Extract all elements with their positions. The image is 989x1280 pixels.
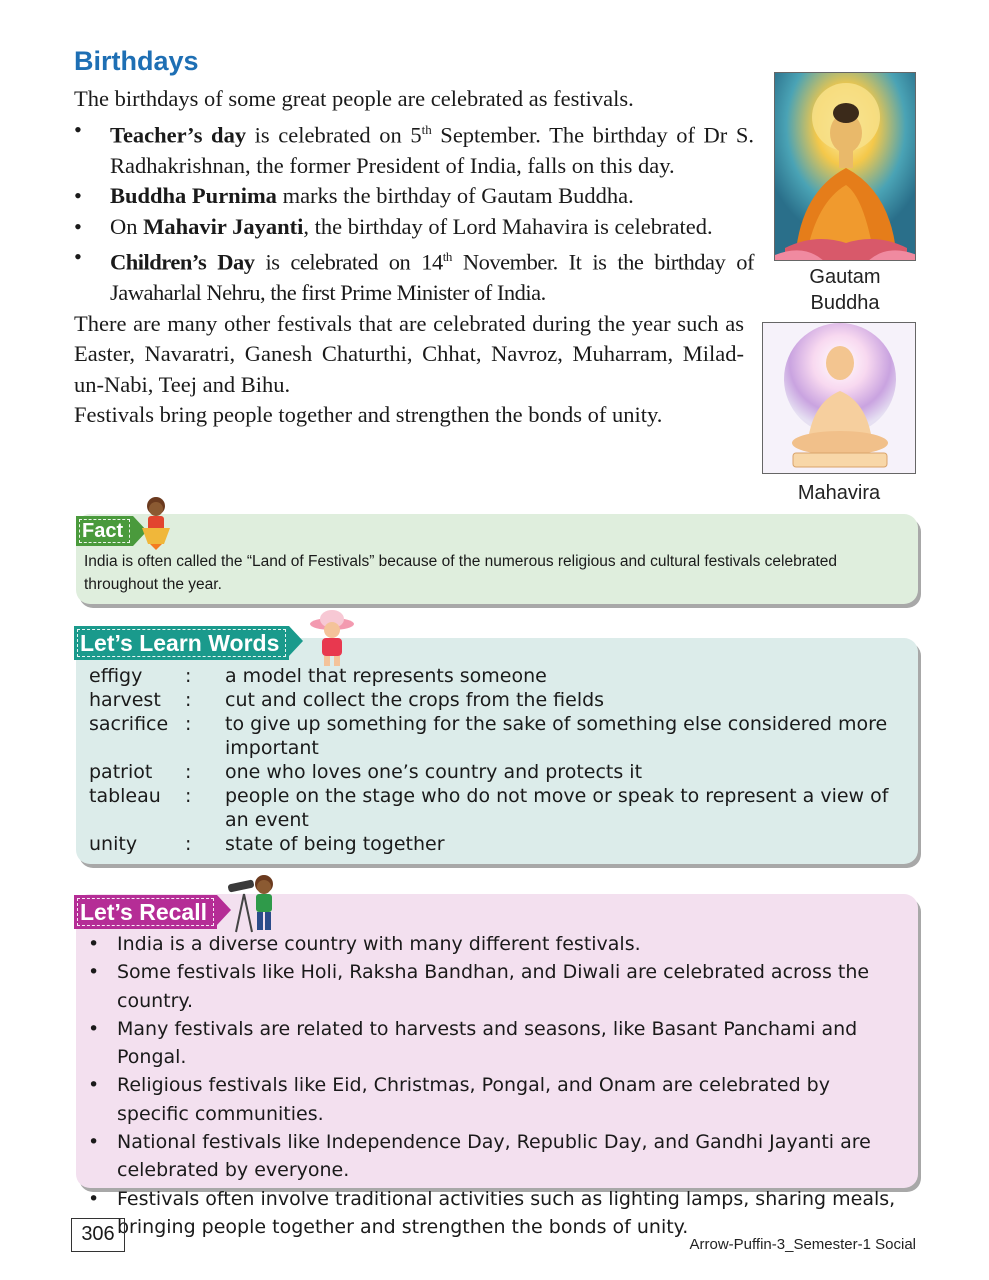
list-item: • Buddha Purnima marks the birthday of Gautam Buddha. <box>74 181 754 212</box>
festival-name: Teacher’s day <box>110 122 247 147</box>
boy-rocket-icon <box>136 494 174 554</box>
recall-label: Let’s Recall <box>74 895 217 929</box>
boy-telescope-icon <box>226 872 282 938</box>
intro-text <box>74 84 754 431</box>
festival-name: Children’s Day <box>110 249 255 275</box>
list-item: • Festivals often involve traditional activities such as lighting lamps, sharing meals, bringing people together and strengthen the bonds of unity. <box>86 1185 906 1242</box>
glossary-term: sacrifice <box>89 713 169 735</box>
glossary-row: unity : state of being together <box>89 832 899 856</box>
book-footer: Arrow-Puffin-3_Semester-1 Social <box>689 1236 916 1253</box>
glossary-definition: cut and collect the crops from the fields <box>225 689 605 711</box>
fact-label: Fact <box>76 516 133 546</box>
buddha-image <box>774 72 916 261</box>
glossary-list <box>89 664 899 856</box>
section-heading: Birthdays <box>74 46 199 76</box>
list-item: • Many festivals are related to harvests and seasons, like Basant Panchami and Pongal. <box>86 1015 906 1072</box>
glossary-row: harvest : cut and collect the crops from the fields <box>89 688 899 712</box>
list-item: • National festivals like Independence Day, Republic Day, and Gandhi Jayanti are celebrated by everyone. <box>86 1128 906 1185</box>
festival-name: Mahavir Jayanti <box>143 213 304 239</box>
list-item: • Some festivals like Holi, Raksha Bandhan, and Diwali are celebrated across the country. <box>86 958 906 1015</box>
other-festivals-paragraph: There are many other festivals that are celebrated during the year such as Easter, Navaratri, Ganesh Chaturthi, Chhat, Navroz, Muharram, Milad-un-Nabi, Teej and Bihu. <box>74 310 744 397</box>
buddha-caption: Gautam Buddha <box>809 266 881 314</box>
list-item: • Religious festivals like Eid, Christmas, Pongal, and Onam are celebrated by specific communities. <box>86 1071 906 1128</box>
glossary-term: patriot <box>89 761 153 783</box>
list-item: • India is a diverse country with many different festivals. <box>86 930 906 958</box>
intro-sentence: The birthdays of some great people are celebrated as festivals. <box>74 86 634 111</box>
glossary-term: unity <box>89 833 138 855</box>
birthday-list <box>74 115 754 309</box>
festival-name: Buddha Purnima <box>110 183 277 208</box>
list-item: • Teacher’s day is celebrated on 5th September. The birthday of Dr S. Radhakrishnan, the former President of India, falls on this day. <box>74 115 754 182</box>
girl-hat-icon <box>306 608 356 672</box>
glossary-term: effigy <box>89 665 143 687</box>
fact-text: India is often called the “Land of Festivals” because of the numerous religious and cultural festivals celebrated throughout the year. <box>84 553 838 593</box>
list-item: • Children’s Day is celebrated on 14th November. It is the birthday of Jawaharlal Nehru, the first Prime Minister of India. <box>74 242 754 309</box>
glossary-definition: to give up something for the sake of something else considered more important <box>225 713 888 759</box>
glossary-definition: people on the stage who do not move or speak to represent a view of an event <box>225 785 889 831</box>
words-label: Let’s Learn Words <box>74 626 289 660</box>
glossary-term: tableau <box>89 785 161 807</box>
glossary-definition: state of being together <box>225 833 445 855</box>
glossary-row: patriot : one who loves one’s country and protects it <box>89 760 899 784</box>
glossary-definition: one who loves one’s country and protects it <box>225 761 643 783</box>
glossary-row: tableau : people on the stage who do not move or speak to represent a view of an event <box>89 784 899 832</box>
glossary-definition: a model that represents someone <box>225 665 547 687</box>
list-item: • On Mahavir Jayanti, the birthday of Lord Mahavira is celebrated. <box>74 212 754 243</box>
unity-paragraph: Festivals bring people together and strengthen the bonds of unity. <box>74 402 663 427</box>
glossary-term: harvest <box>89 689 161 711</box>
page-number: 306 <box>71 1218 125 1252</box>
mahavira-caption: Mahavira <box>797 482 881 504</box>
mahavira-image <box>762 322 916 474</box>
recall-list <box>86 930 906 1241</box>
glossary-row: sacrifice : to give up something for the sake of something else considered more important <box>89 712 899 760</box>
glossary-row: effigy : a model that represents someone <box>89 664 899 688</box>
